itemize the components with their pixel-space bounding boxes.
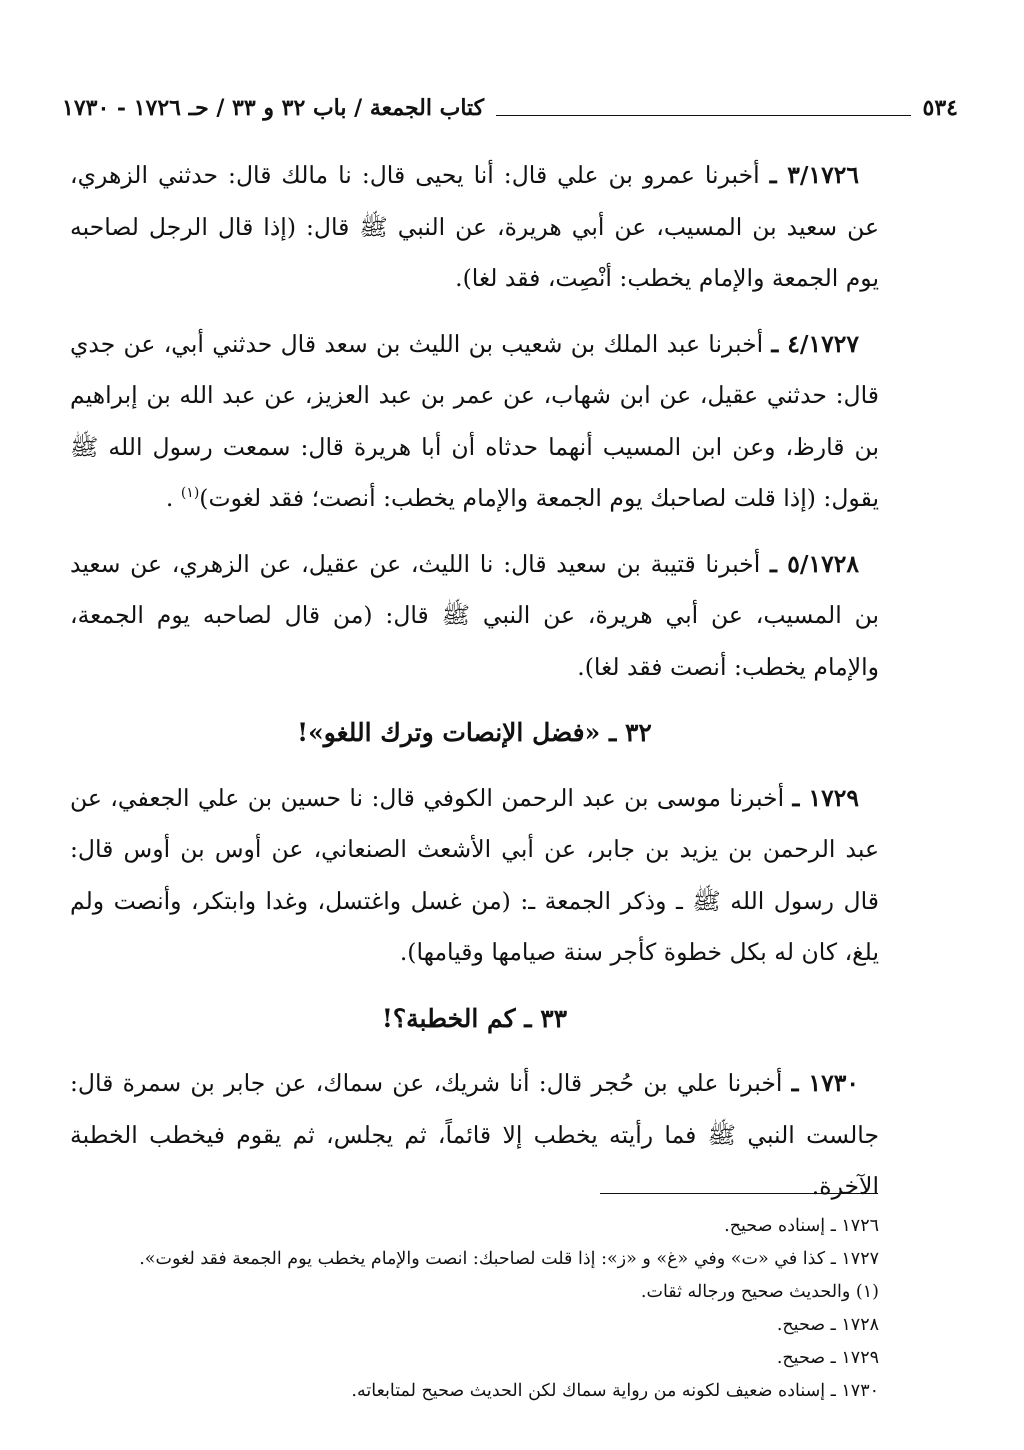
hadith-text: أخبرنا عمرو بن علي قال: أنا يحيى قال: نا مالك قال: حدثني الزهري، عن سعيد بن المسيب، عن أبي هريرة، عن النبي ﷺ قال: (إذا قال الرجل لصاحبه يوم الجمعة والإمام يخطب: أنْصِت، فقد لغا).	[70, 161, 879, 292]
footnote-1: (١) والحديث صحيح ورجاله ثقات.	[640, 1282, 879, 1302]
header-rule	[496, 101, 910, 116]
section-heading-33: ٣٣ ـ كم الخطبة؟!	[381, 1003, 568, 1033]
main-text	[70, 150, 879, 1227]
footnote-1726: ١٧٢٦ ـ إسناده صحيح.	[724, 1216, 879, 1236]
hadith-number: ١٧٢٩ ـ	[792, 783, 859, 812]
footnote-ref[interactable]: (١)	[180, 485, 200, 502]
hadith-1730	[70, 1058, 879, 1213]
hadith-end: .	[165, 484, 181, 512]
footnote-1728: ١٧٢٨ ـ صحيح.	[776, 1315, 879, 1335]
hadith-1728	[70, 539, 879, 694]
hadith-1726	[70, 150, 879, 305]
hadith-1727	[70, 319, 879, 525]
running-title: كتاب الجمعة / باب ٣٢ و ٣٣ / حـ ١٧٢٦ - ١٧٣٠	[62, 95, 485, 121]
hadith-1729	[70, 773, 879, 979]
footnote-divider	[600, 1193, 878, 1194]
hadith-number: ١٧٣٠ ـ	[791, 1069, 859, 1097]
footnote-1730: ١٧٣٠ ـ إسناده ضعيف لكونه من رواية سماك لكن الحديث صحيح لمتابعاته.	[351, 1381, 879, 1401]
hadith-number: ٣/١٧٢٦ ـ	[769, 161, 859, 189]
hadith-text: أخبرنا عبد الملك بن شعيب بن الليث بن سعد قال حدثني أبي، عن جدي قال: حدثني عقيل، عن ابن شهاب، عن عمر بن عبد العزيز، عن عبد الله بن إبراهيم بن قارظ، وعن ابن المسيب أنهما حدثاه أن أبا هريرة قال: سمعت رسول الله ﷺ يقول: (إذا قلت لصاحبك يوم الجمعة والإمام يخطب: أنصت؛ فقد لغوت)	[70, 329, 879, 512]
hadith-number: ٥/١٧٢٨ ـ	[769, 549, 859, 578]
hadith-number: ٤/١٧٢٧ ـ	[771, 329, 859, 358]
hadith-text: أخبرنا قتيبة بن سعيد قال: نا الليث، عن عقيل، عن الزهري، عن سعيد بن المسيب، عن أبي هريرة، عن النبي ﷺ قال: (من قال لصاحبه يوم الجمعة، والإمام يخطب: أنصت فقد لغا).	[70, 549, 879, 681]
hadith-text: أخبرنا علي بن حُجر قال: أنا شريك، عن سماك، عن جابر بن سمرة قال: جالست النبي ﷺ فما رأيته يخطب إلا قائماً، ثم يجلس، ثم يقوم فيخطب الخطبة الآخرة.	[70, 1069, 879, 1200]
section-heading-32: ٣٢ ـ «فضل الإنصات وترك اللغو»!	[297, 718, 652, 747]
footnote-1727: ١٧٢٧ ـ كذا في «ت» وفي «غ» و «ز»: إذا قلت لصاحبك: انصت والإمام يخطب يوم الجمعة فقد لغوت».	[139, 1249, 879, 1269]
page-header	[62, 88, 958, 128]
footnotes	[70, 1210, 879, 1408]
hadith-text: أخبرنا موسى بن عبد الرحمن الكوفي قال: نا حسين بن علي الجعفي، عن عبد الرحمن بن يزيد بن جابر، عن أبي الأشعث الصنعاني، عن أوس بن أوس قال: قال رسول الله ﷺ ـ وذكر الجمعة ـ: (من غسل واغتسل، وغدا وابتكر، وأنصت ولم يلغ، كان له بكل خطوة كأجر سنة صيامها وقيامها).	[70, 783, 879, 966]
footnote-1729: ١٧٢٩ ـ صحيح.	[776, 1348, 879, 1368]
page-number: ٥٣٤	[922, 95, 958, 121]
